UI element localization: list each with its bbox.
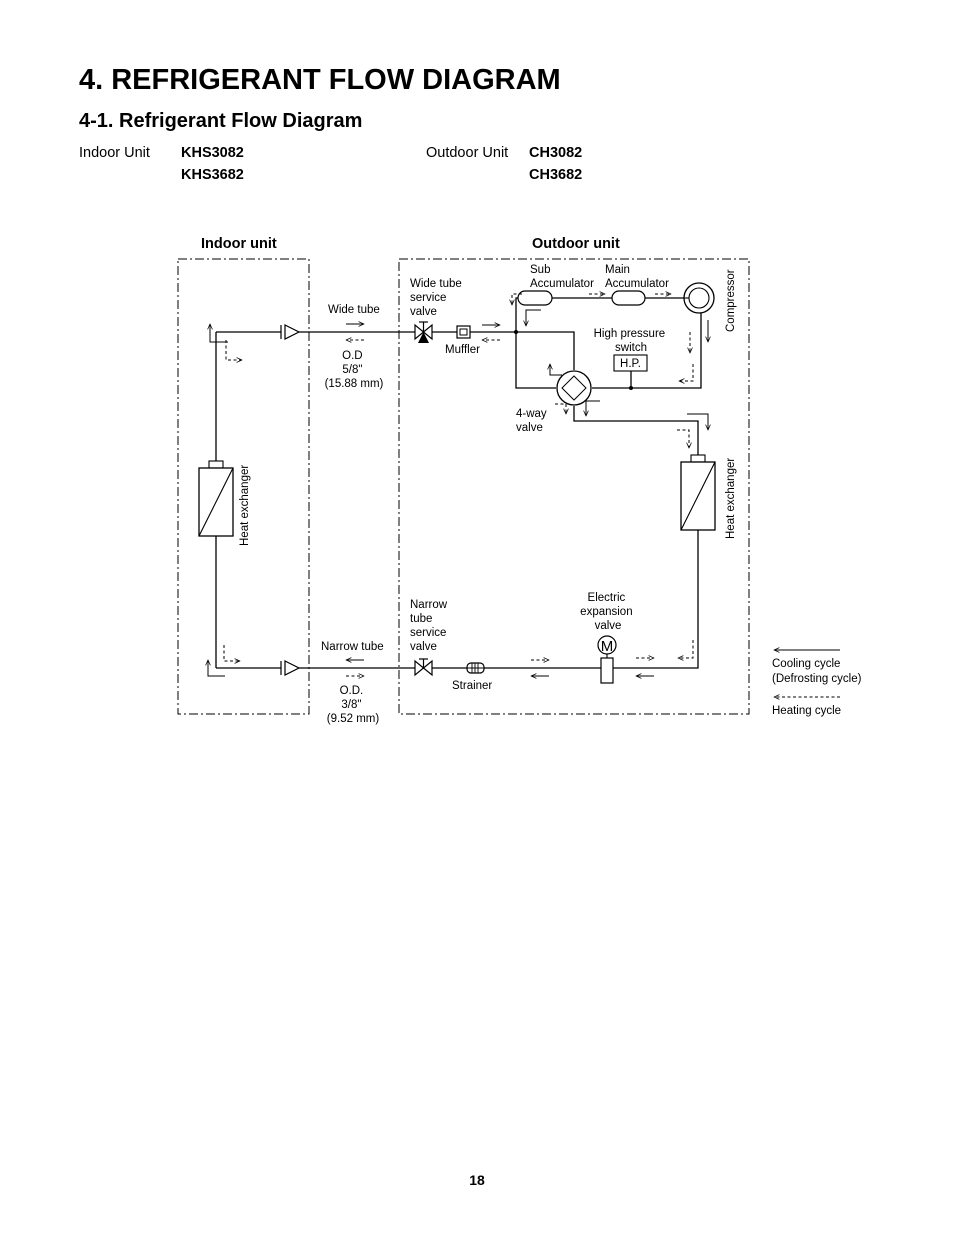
wide-tube-service-valve[interactable] bbox=[415, 322, 432, 343]
electric-expansion-valve-label: Electric expansion valve bbox=[580, 592, 633, 632]
narrow-tube-service-valve-label: Narrow tube service valve bbox=[410, 599, 448, 653]
wide-tube-service-valve-label: Wide tube service valve bbox=[410, 278, 462, 318]
legend-heating-label: Heating cycle bbox=[772, 705, 842, 717]
outdoor-heat-exchanger bbox=[681, 455, 715, 530]
main-accumulator bbox=[612, 291, 645, 305]
indoor-model-2: KHS3682 bbox=[181, 167, 244, 183]
svg-text:H.P.: H.P. bbox=[620, 358, 641, 370]
wide-tube-label: Wide tube bbox=[328, 304, 380, 316]
junction-dot bbox=[514, 330, 518, 334]
electric-expansion-valve bbox=[598, 636, 616, 683]
indoor-model-1: KHS3082 bbox=[181, 145, 244, 161]
indoor-unit-title: Indoor unit bbox=[201, 236, 277, 252]
indoor-unit-label: Indoor Unit bbox=[79, 145, 150, 161]
high-pressure-switch bbox=[614, 355, 647, 371]
page-number: 18 bbox=[469, 1172, 485, 1188]
sub-accumulator bbox=[518, 291, 552, 305]
legend-cooling-label: Cooling cycle (Defrosting cycle) bbox=[772, 658, 862, 685]
wide-tube-od-label: O.D 5/8" (15.88 mm) bbox=[324, 350, 384, 390]
indoor-heat-exchanger-label: Heat exchanger bbox=[239, 464, 251, 546]
compressor-label: Compressor bbox=[725, 269, 737, 332]
narrow-tube-service-valve[interactable] bbox=[415, 659, 432, 675]
narrow-tube-od-label: O.D. 3/8" (9.52 mm) bbox=[326, 685, 380, 725]
legend bbox=[772, 650, 862, 717]
outdoor-unit-label: Outdoor Unit bbox=[426, 145, 509, 161]
strainer bbox=[467, 663, 484, 673]
page-title: 4. REFRIGERANT FLOW DIAGRAM bbox=[79, 64, 561, 96]
svg-text:M: M bbox=[600, 638, 614, 655]
narrow-flare-connector bbox=[281, 661, 299, 675]
compressor bbox=[684, 283, 714, 313]
wide-flare-connector bbox=[281, 325, 299, 339]
four-way-valve-label: 4-way valve bbox=[516, 408, 547, 434]
main-accumulator-label: Main Accumulator bbox=[605, 264, 669, 290]
outdoor-model-2: CH3682 bbox=[529, 167, 583, 183]
four-way-valve bbox=[557, 371, 591, 405]
strainer-label: Strainer bbox=[452, 680, 493, 692]
section-title: 4-1. Refrigerant Flow Diagram bbox=[79, 110, 363, 132]
sub-accumulator-label: Sub Accumulator bbox=[530, 264, 594, 290]
junction-dot bbox=[629, 386, 633, 390]
muffler bbox=[457, 326, 470, 338]
outdoor-model-1: CH3082 bbox=[529, 145, 583, 161]
indoor-heat-exchanger bbox=[199, 461, 233, 536]
muffler-label: Muffler bbox=[445, 344, 480, 356]
outdoor-heat-exchanger-label: Heat exchanger bbox=[725, 457, 737, 539]
outdoor-unit-title: Outdoor unit bbox=[532, 236, 620, 252]
narrow-tube-label: Narrow tube bbox=[321, 641, 384, 653]
high-pressure-switch-label: High pressure switch bbox=[593, 328, 666, 354]
